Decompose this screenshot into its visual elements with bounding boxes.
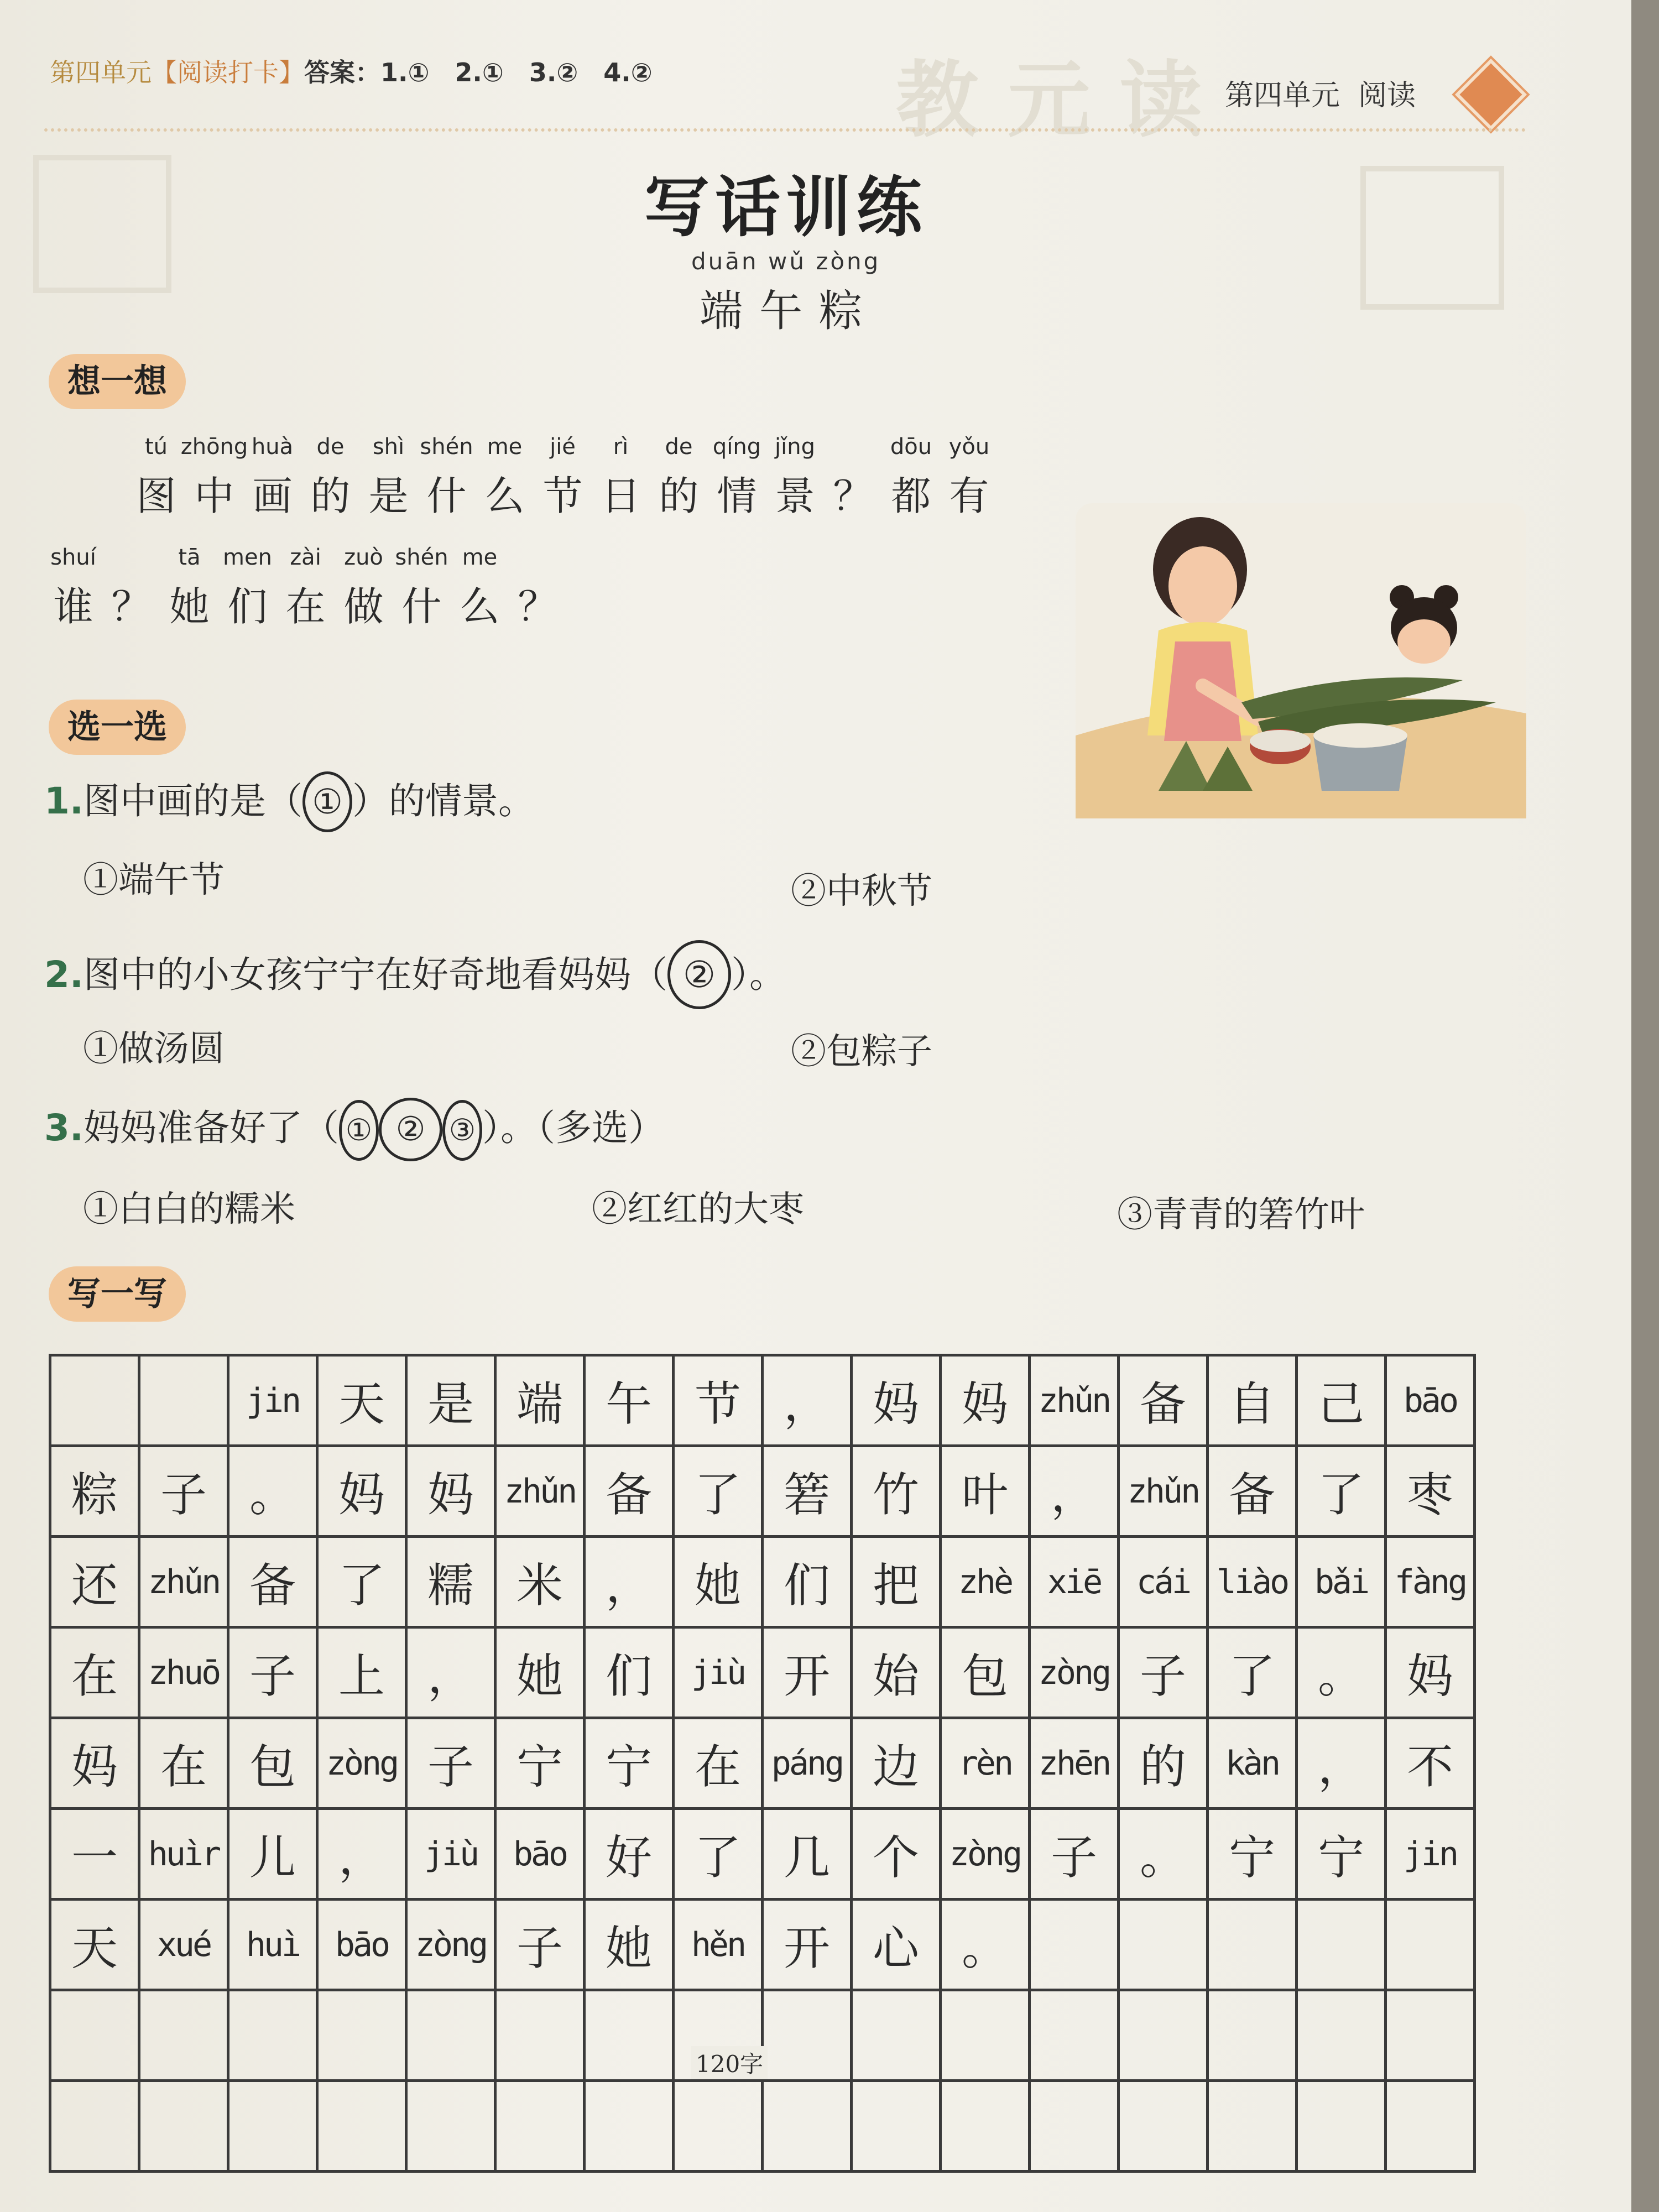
grid-cell[interactable]: 边 — [853, 1719, 942, 1810]
diamond-icon — [1455, 59, 1527, 131]
ruby-char — [882, 434, 940, 521]
subtitle-pinyin: duān wǔ zòng — [691, 248, 881, 275]
ruby-char — [102, 545, 160, 632]
grid-cell[interactable]: 糯 — [408, 1538, 497, 1629]
grid-cell[interactable]: liào — [1209, 1538, 1298, 1629]
ruby-char — [418, 434, 476, 521]
question-text: ）。 — [731, 953, 786, 996]
header-divider — [44, 128, 1526, 132]
bleed-through-text: 教 元 读 — [896, 51, 1203, 149]
grid-cell[interactable]: 了 — [675, 1447, 764, 1538]
ruby-char — [766, 434, 824, 521]
hanzi: 谁 — [53, 583, 93, 630]
grid-cell[interactable] — [51, 2082, 140, 2173]
grid-cell[interactable]: 包 — [229, 1719, 319, 1810]
hanzi: 都 — [891, 473, 931, 519]
ruby-char — [301, 434, 359, 521]
grid-cell[interactable]: 宁 — [1209, 1810, 1298, 1901]
option: ②包粽子 — [791, 1031, 932, 1072]
grid-cell[interactable]: 妈 — [408, 1447, 497, 1538]
grid-cell[interactable] — [1387, 2082, 1476, 2173]
grid-row — [51, 1719, 1476, 1810]
grid-row — [51, 2082, 1476, 2173]
word-count: 120字 — [691, 2046, 768, 2079]
grid-cell[interactable]: jiù — [675, 1629, 764, 1719]
hanzi: 的 — [659, 473, 699, 519]
pinyin: tú — [144, 434, 168, 460]
ruby-char — [592, 434, 650, 521]
grid-cell[interactable]: bāo — [1387, 1357, 1476, 1447]
grid-cell[interactable] — [229, 1991, 319, 2082]
header-answers: 答案：1.① 2.① 3.② 4.② — [304, 58, 653, 87]
think-question-line-2 — [44, 545, 567, 632]
question-text: 图中的小女孩宁宁在好奇地看妈妈（ — [84, 953, 667, 996]
grid-cell[interactable]: xué — [140, 1901, 229, 1991]
ruby-char — [534, 434, 592, 521]
option: ②红红的大枣 — [592, 1189, 804, 1230]
option: ①白白的糯米 — [83, 1189, 295, 1230]
grid-cell[interactable]: jin — [1387, 1810, 1476, 1901]
grid-cell[interactable]: 她 — [586, 1901, 675, 1991]
grid-cell[interactable]: 好 — [586, 1810, 675, 1901]
header-tag-label: 【阅读打卡】 — [152, 58, 304, 87]
grid-row — [51, 1901, 1476, 1991]
question-number: 2. — [44, 953, 84, 996]
ruby-char — [180, 434, 248, 521]
hanzi: ？ — [518, 583, 558, 630]
grid-cell[interactable]: 开 — [764, 1901, 853, 1991]
grid-cell[interactable]: 一 — [51, 1810, 140, 1901]
grid-cell[interactable]: ， — [319, 1810, 408, 1901]
grid-cell[interactable]: zhuō — [140, 1629, 229, 1719]
option: ③青青的箬竹叶 — [1117, 1194, 1365, 1235]
grid-cell[interactable]: 宁 — [586, 1719, 675, 1810]
pinyin: jǐng — [775, 434, 815, 460]
question-number: 3. — [44, 1107, 84, 1149]
grid-cell[interactable] — [764, 1991, 853, 2082]
header-unit-label: 第四单元 — [50, 58, 152, 87]
section-think: 想一想 — [49, 354, 186, 409]
grid-cell[interactable]: zhǔn — [1031, 1357, 1120, 1447]
grid-cell[interactable]: 。 — [1298, 1629, 1387, 1719]
pinyin: de — [316, 434, 345, 460]
ruby-char — [335, 545, 393, 632]
ruby-char — [243, 434, 301, 521]
grid-cell[interactable] — [319, 1991, 408, 2082]
grid-cell[interactable]: zhè — [942, 1538, 1031, 1629]
grid-cell[interactable]: 在 — [140, 1719, 229, 1810]
handwritten-answer: ① — [339, 1100, 379, 1161]
hanzi: 中 — [194, 473, 234, 519]
page-title: 写话训练 — [644, 169, 928, 246]
grid-cell[interactable]: 妈 — [853, 1357, 942, 1447]
grid-cell[interactable]: 天 — [319, 1357, 408, 1447]
grid-cell[interactable]: 天 — [51, 1901, 140, 1991]
grid-cell[interactable]: 们 — [586, 1629, 675, 1719]
grid-cell[interactable]: 包 — [942, 1629, 1031, 1719]
header-right-unit: 第四单元 — [1225, 79, 1340, 112]
ruby-char — [451, 545, 509, 632]
grid-cell[interactable]: cái — [1120, 1538, 1209, 1629]
ruby-char — [44, 545, 102, 632]
question-2 — [44, 940, 786, 1009]
grid-cell[interactable]: 妈 — [942, 1357, 1031, 1447]
grid-cell[interactable]: 在 — [675, 1719, 764, 1810]
bleed-through-qr — [1360, 166, 1504, 310]
grid-cell[interactable]: ， — [764, 1357, 853, 1447]
grid-cell[interactable]: jiù — [408, 1810, 497, 1901]
hanzi: 画 — [252, 473, 293, 519]
grid-cell[interactable]: 心 — [853, 1901, 942, 1991]
grid-cell[interactable] — [1387, 1901, 1476, 1991]
grid-cell[interactable] — [1387, 1991, 1476, 2082]
hanzi: 什 — [426, 473, 467, 519]
grid-cell[interactable]: 的 — [1120, 1719, 1209, 1810]
question-text: ）的情景。 — [352, 780, 535, 822]
question-3 — [44, 1098, 665, 1161]
grid-cell[interactable]: zòng — [319, 1719, 408, 1810]
grid-cell[interactable]: ， — [586, 1538, 675, 1629]
hanzi: 图 — [136, 473, 176, 519]
grid-cell[interactable]: zhǔn — [497, 1447, 586, 1538]
grid-cell[interactable]: 不 — [1387, 1719, 1476, 1810]
hanzi: 做 — [343, 583, 384, 630]
grid-cell[interactable] — [319, 2082, 408, 2173]
ruby-char — [393, 545, 451, 632]
pinyin: qíng — [712, 434, 761, 460]
option: ①端午节 — [83, 860, 225, 901]
grid-cell[interactable]: 她 — [675, 1538, 764, 1629]
grid-cell[interactable] — [140, 1357, 229, 1447]
section-choose: 选一选 — [49, 700, 186, 755]
handwritten-answer: ② — [667, 940, 731, 1009]
grid-cell[interactable]: 备 — [1209, 1447, 1298, 1538]
grid-cell[interactable]: 子 — [1031, 1810, 1120, 1901]
pinyin: men — [223, 545, 272, 570]
grid-row — [51, 1538, 1476, 1629]
hanzi: 的 — [310, 473, 351, 519]
handwritten-answer: ② — [379, 1098, 442, 1161]
grid-cell[interactable] — [1209, 1901, 1298, 1991]
ruby-char — [509, 545, 567, 632]
grid-cell[interactable] — [408, 1991, 497, 2082]
subtitle: 端午粽 — [700, 286, 879, 336]
hanzi: 是 — [368, 473, 409, 519]
grid-row — [51, 1629, 1476, 1719]
grid-row — [51, 1447, 1476, 1538]
option: ①做汤圆 — [83, 1029, 225, 1070]
grid-cell[interactable] — [1031, 1991, 1120, 2082]
grid-cell[interactable]: 了 — [1298, 1447, 1387, 1538]
grid-cell[interactable]: zòng — [1031, 1629, 1120, 1719]
grid-cell[interactable] — [1120, 1991, 1209, 2082]
hanzi: 日 — [601, 473, 641, 519]
grid-cell[interactable]: 端 — [497, 1357, 586, 1447]
hanzi: 在 — [285, 583, 326, 630]
hanzi: 情 — [717, 473, 757, 519]
grid-cell[interactable] — [853, 1991, 942, 2082]
grid-cell[interactable]: 始 — [853, 1629, 942, 1719]
ruby-char — [824, 434, 882, 521]
question-text: 图中画的是（ — [84, 780, 302, 822]
ruby-char — [127, 434, 185, 521]
grid-cell[interactable]: 妈 — [51, 1719, 140, 1810]
grid-cell[interactable]: 粽 — [51, 1447, 140, 1538]
grid-cell[interactable]: ， — [408, 1629, 497, 1719]
pinyin: yǒu — [948, 434, 990, 460]
question-number: 1. — [44, 780, 84, 822]
pinyin: me — [487, 434, 523, 460]
ruby-char — [940, 434, 998, 521]
grid-cell[interactable]: 个 — [853, 1810, 942, 1901]
hanzi: ？ — [833, 473, 873, 519]
pinyin: zhōng — [180, 434, 248, 460]
pinyin: shén — [420, 434, 473, 460]
grid-cell[interactable]: 备 — [1120, 1357, 1209, 1447]
hanzi: 节 — [542, 473, 583, 519]
ruby-char — [708, 434, 766, 521]
grid-cell[interactable]: 备 — [229, 1538, 319, 1629]
pinyin: tā — [178, 545, 201, 570]
hanzi: ？ — [111, 583, 152, 630]
grid-cell[interactable]: 米 — [497, 1538, 586, 1629]
hanzi: 们 — [227, 583, 268, 630]
grid-cell[interactable] — [1031, 1901, 1120, 1991]
hanzi: 她 — [169, 583, 210, 630]
grid-cell[interactable]: 开 — [764, 1629, 853, 1719]
grid-cell[interactable] — [764, 2082, 853, 2173]
grid-cell[interactable]: zhǔn — [140, 1538, 229, 1629]
ruby-char — [650, 434, 708, 521]
grid-cell[interactable] — [942, 1991, 1031, 2082]
bleed-through-qr — [33, 155, 171, 293]
pinyin: shì — [372, 434, 405, 460]
grid-cell[interactable]: 竹 — [853, 1447, 942, 1538]
grid-cell[interactable]: 枣 — [1387, 1447, 1476, 1538]
grid-cell[interactable] — [229, 2082, 319, 2173]
hanzi: 景 — [775, 473, 815, 519]
grid-cell[interactable] — [1120, 1901, 1209, 1991]
pinyin: me — [462, 545, 498, 570]
grid-cell[interactable]: 把 — [853, 1538, 942, 1629]
grid-cell[interactable] — [1298, 2082, 1387, 2173]
grid-cell[interactable]: jin — [229, 1357, 319, 1447]
grid-cell[interactable]: 了 — [1209, 1629, 1298, 1719]
grid-cell[interactable] — [1031, 2082, 1120, 2173]
grid-cell[interactable]: zhēn — [1031, 1719, 1120, 1810]
grid-cell[interactable]: 们 — [764, 1538, 853, 1629]
grid-cell[interactable] — [586, 2082, 675, 2173]
grid-cell[interactable]: 在 — [51, 1629, 140, 1719]
grid-cell[interactable] — [408, 2082, 497, 2173]
header-right-section: 阅读 — [1358, 79, 1416, 112]
grid-cell[interactable]: huì — [229, 1901, 319, 1991]
hanzi: 么 — [460, 583, 500, 630]
grid-cell[interactable]: 宁 — [497, 1719, 586, 1810]
grid-cell[interactable]: zòng — [942, 1810, 1031, 1901]
pinyin: zuò — [344, 545, 383, 570]
grid-cell[interactable]: hěn — [675, 1901, 764, 1991]
grid-cell[interactable]: rèn — [942, 1719, 1031, 1810]
grid-row — [51, 1810, 1476, 1901]
grid-cell[interactable]: 叶 — [942, 1447, 1031, 1538]
grid-cell[interactable] — [1209, 1991, 1298, 2082]
ruby-char — [160, 545, 218, 632]
pinyin: huà — [251, 434, 294, 460]
ruby-char — [218, 545, 276, 632]
question-text: 妈妈准备好了（ — [84, 1107, 339, 1149]
grid-cell[interactable]: huìr — [140, 1810, 229, 1901]
grid-cell[interactable]: 她 — [497, 1629, 586, 1719]
grid-cell[interactable]: fàng — [1387, 1538, 1476, 1629]
grid-cell[interactable]: 自 — [1209, 1357, 1298, 1447]
grid-cell[interactable] — [1209, 2082, 1298, 2173]
hanzi: 么 — [484, 473, 525, 519]
grid-cell[interactable]: 子 — [229, 1629, 319, 1719]
grid-cell[interactable]: 子 — [1120, 1629, 1209, 1719]
section-write: 写一写 — [49, 1266, 186, 1322]
grid-cell[interactable] — [586, 1991, 675, 2082]
grid-cell[interactable]: zhǔn — [1120, 1447, 1209, 1538]
hanzi: 什 — [401, 583, 442, 630]
grid-cell[interactable]: páng — [764, 1719, 853, 1810]
grid-cell[interactable]: 箬 — [764, 1447, 853, 1538]
grid-cell[interactable]: 己 — [1298, 1357, 1387, 1447]
grid-cell[interactable]: 妈 — [319, 1447, 408, 1538]
grid-cell[interactable]: 了 — [675, 1810, 764, 1901]
grid-cell[interactable]: 午 — [586, 1357, 675, 1447]
grid-cell[interactable]: 儿 — [229, 1810, 319, 1901]
ruby-char — [476, 434, 534, 521]
grid-cell[interactable] — [675, 2082, 764, 2173]
grid-cell[interactable] — [51, 1991, 140, 2082]
ruby-char — [359, 434, 418, 521]
grid-cell[interactable]: 宁 — [1298, 1810, 1387, 1901]
header-answer-line — [50, 53, 653, 89]
grid-cell[interactable] — [497, 1991, 586, 2082]
pinyin: rì — [613, 434, 629, 460]
grid-cell[interactable]: 。 — [1120, 1810, 1209, 1901]
grid-cell[interactable]: 妈 — [1387, 1629, 1476, 1719]
handwritten-answer: ① — [302, 771, 352, 832]
grid-cell[interactable]: ， — [1031, 1447, 1120, 1538]
grid-cell[interactable] — [140, 2082, 229, 2173]
grid-cell[interactable] — [1120, 2082, 1209, 2173]
grid-cell[interactable]: 备 — [586, 1447, 675, 1538]
grid-cell[interactable]: 还 — [51, 1538, 140, 1629]
grid-cell[interactable]: 节 — [675, 1357, 764, 1447]
grid-cell[interactable]: 了 — [319, 1538, 408, 1629]
handwritten-answer: ③ — [442, 1100, 482, 1161]
option: ②中秋节 — [791, 871, 932, 912]
grid-cell[interactable]: bǎi — [1298, 1538, 1387, 1629]
pinyin: shén — [395, 545, 448, 570]
grid-cell[interactable]: bāo — [497, 1810, 586, 1901]
grid-cell[interactable]: zòng — [408, 1901, 497, 1991]
grid-cell[interactable] — [942, 2082, 1031, 2173]
grid-cell[interactable] — [51, 1357, 140, 1447]
grid-cell[interactable] — [497, 2082, 586, 2173]
question-1 — [44, 771, 535, 832]
dragon-boat-illustration — [1076, 503, 1526, 818]
pinyin: dōu — [890, 434, 932, 460]
grid-cell[interactable]: 。 — [942, 1901, 1031, 1991]
pinyin: shuí — [50, 545, 96, 570]
hanzi: 有 — [949, 473, 989, 519]
pinyin: jié — [550, 434, 576, 460]
grid-row — [51, 1357, 1476, 1447]
grid-cell[interactable]: 上 — [319, 1629, 408, 1719]
grid-cell[interactable]: kàn — [1209, 1719, 1298, 1810]
grid-cell[interactable]: 。 — [229, 1447, 319, 1538]
header-right — [1225, 72, 1416, 113]
grid-cell[interactable]: 子 — [408, 1719, 497, 1810]
pinyin: de — [665, 434, 693, 460]
grid-cell[interactable] — [853, 2082, 942, 2173]
grid-cell[interactable] — [1298, 1901, 1387, 1991]
page-edge — [1631, 0, 1659, 2212]
grid-cell[interactable]: 子 — [140, 1447, 229, 1538]
grid-cell[interactable]: xiē — [1031, 1538, 1120, 1629]
grid-cell[interactable]: 是 — [408, 1357, 497, 1447]
grid-cell[interactable] — [1298, 1991, 1387, 2082]
grid-cell[interactable]: ， — [1298, 1719, 1387, 1810]
grid-cell[interactable]: 几 — [764, 1810, 853, 1901]
grid-cell[interactable] — [140, 1991, 229, 2082]
pinyin: zài — [290, 545, 321, 570]
think-question-line-1 — [127, 434, 998, 521]
ruby-char — [276, 545, 335, 632]
question-text: ）。（多选） — [482, 1107, 665, 1149]
grid-cell[interactable]: 子 — [497, 1901, 586, 1991]
grid-cell[interactable]: bāo — [319, 1901, 408, 1991]
